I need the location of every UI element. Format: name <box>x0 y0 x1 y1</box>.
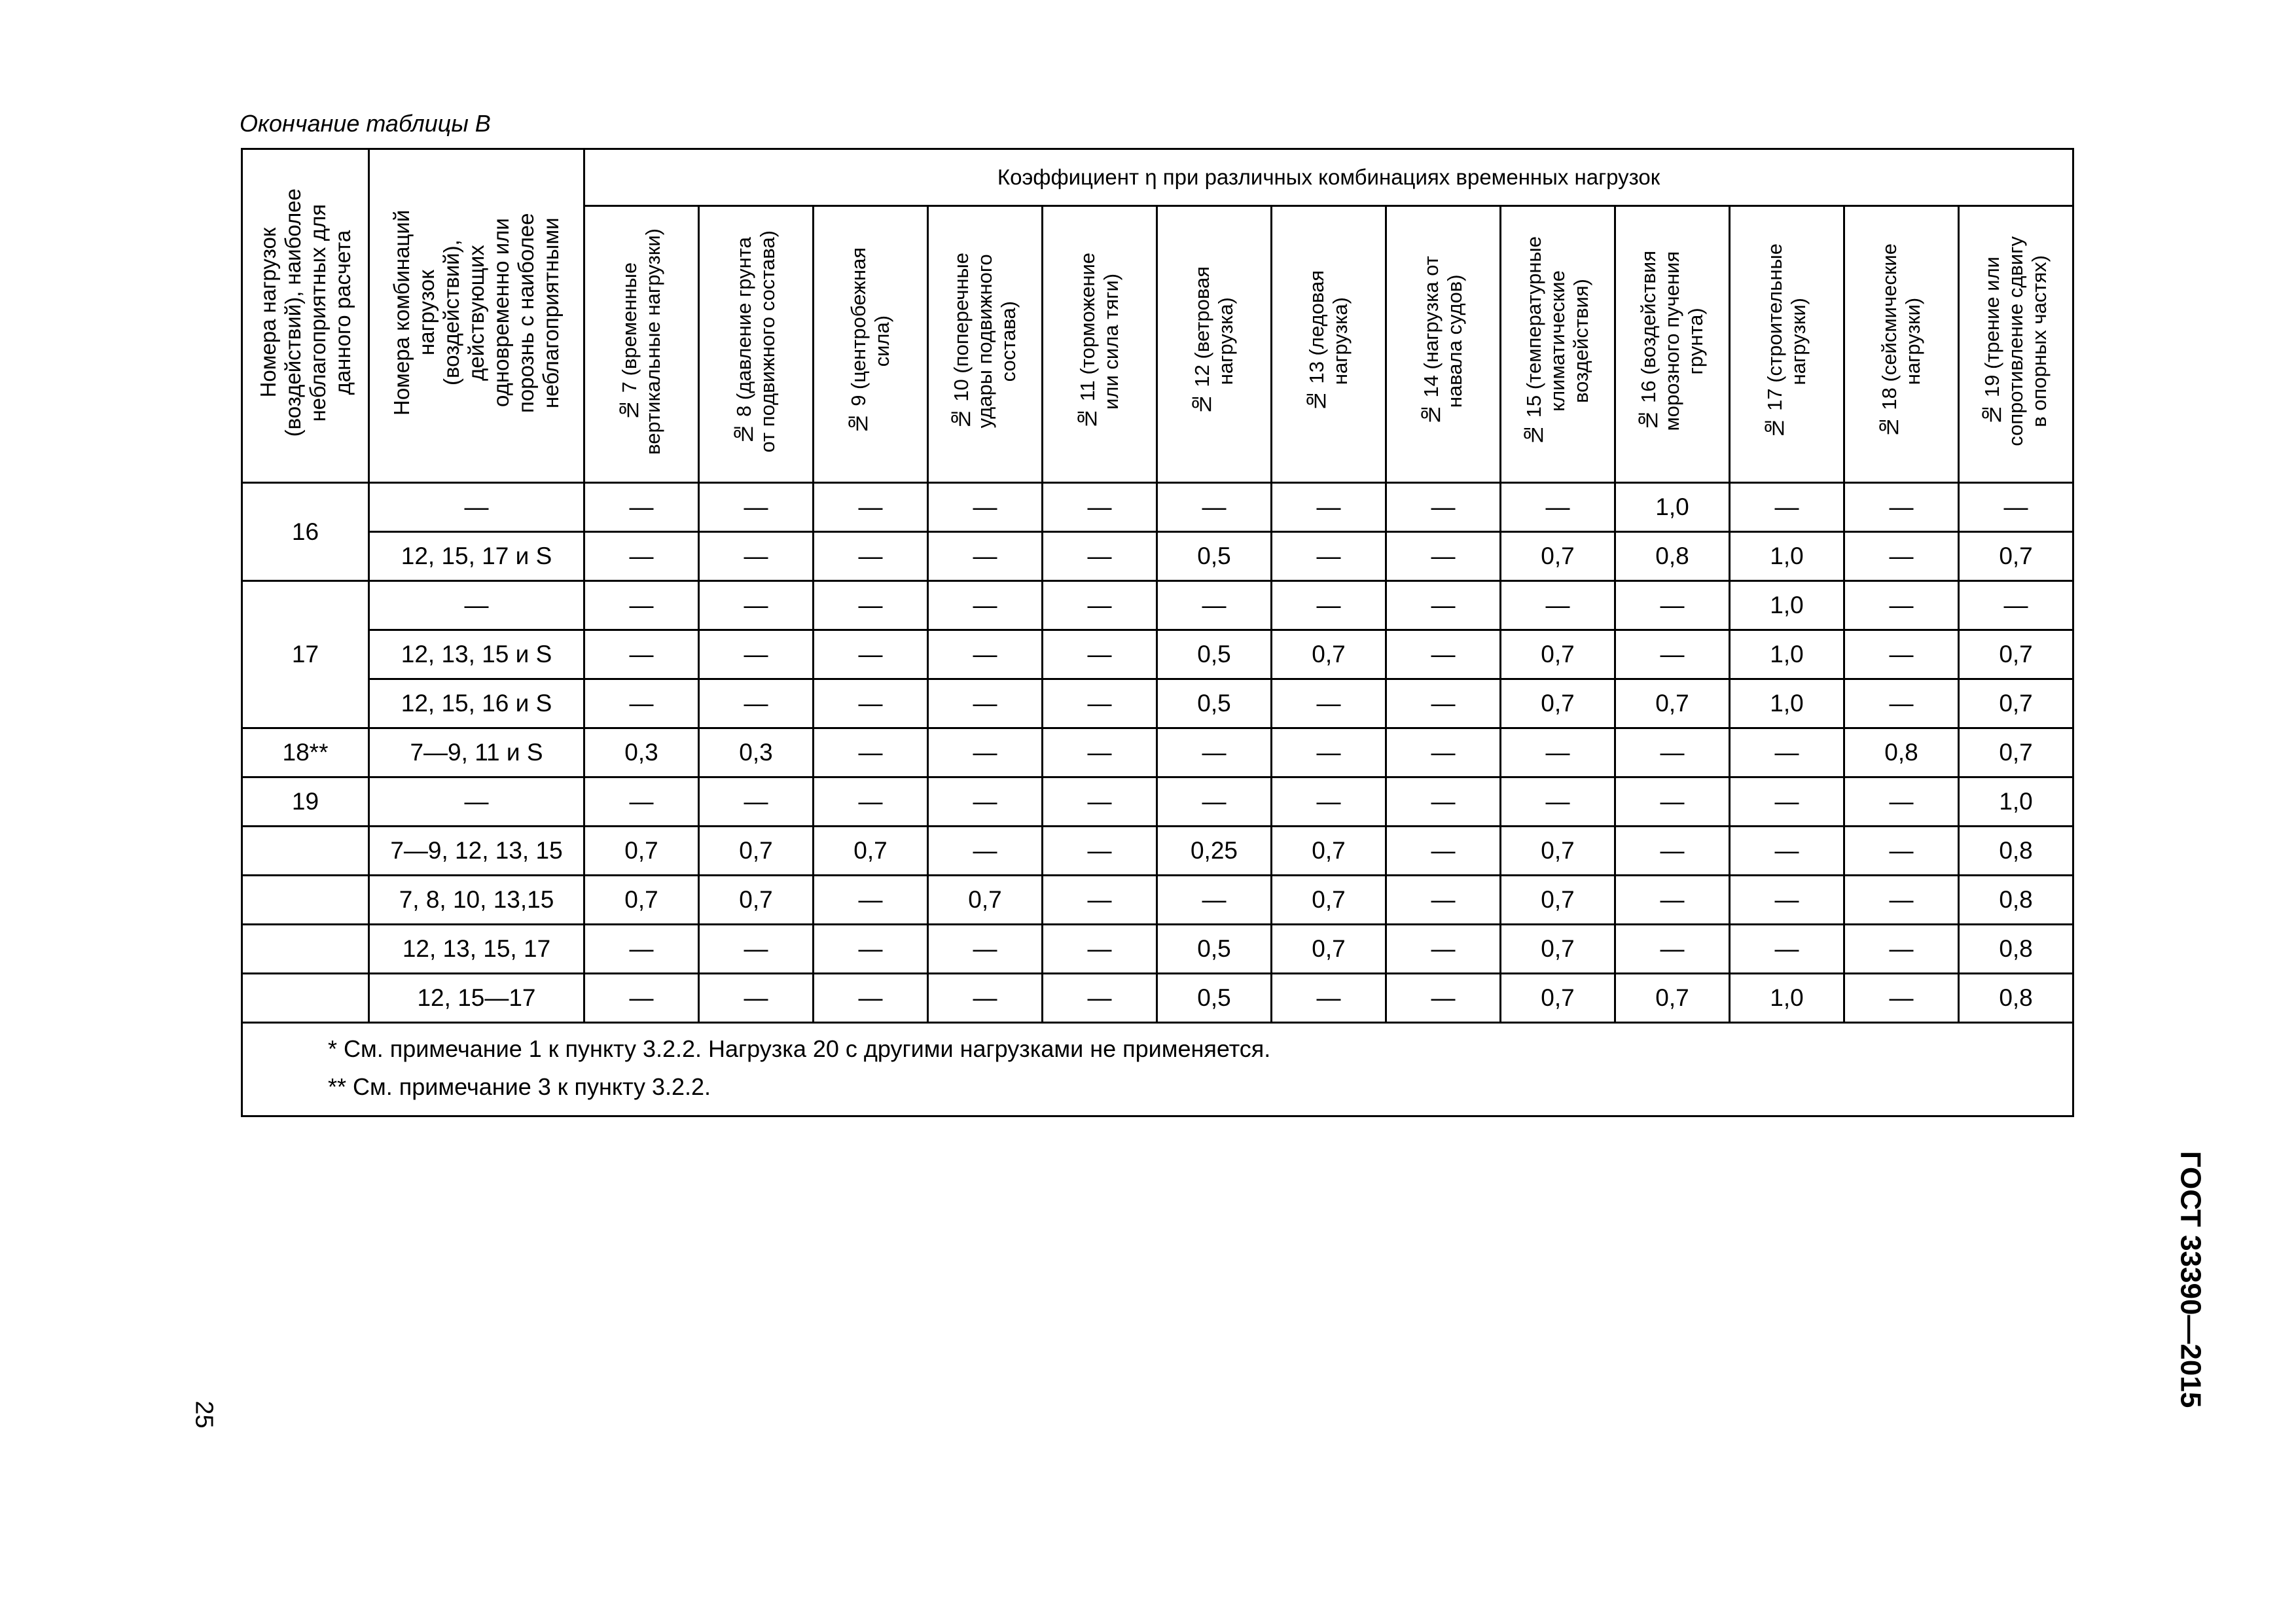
coefficient-cell: — <box>1386 974 1501 1023</box>
footnote: ** См. примечание 3 к пункту 3.2.2. <box>328 1073 711 1100</box>
coefficient-cell: 0,5 <box>1157 925 1272 974</box>
coefficient-cell: — <box>1386 532 1501 581</box>
coefficient-cell: — <box>928 581 1043 630</box>
coefficient-cell: — <box>928 974 1043 1023</box>
coefficient-cell: — <box>928 827 1043 876</box>
header-coeff-col-text: № 17 (строительные нагрузки) <box>1763 243 1810 440</box>
combination-cell: — <box>369 581 584 630</box>
coefficient-cell: — <box>1730 483 1844 532</box>
coefficient-cell: — <box>928 679 1043 728</box>
coefficient-cell: — <box>1386 630 1501 679</box>
coefficient-cell: — <box>1615 630 1730 679</box>
coefficient-cell: — <box>1043 974 1157 1023</box>
header-coeff-col-text: № 11 (торможение или сила тяги) <box>1076 253 1122 430</box>
coefficient-cell: — <box>928 532 1043 581</box>
coefficient-cell: — <box>1386 483 1501 532</box>
coefficient-cell: — <box>1272 532 1386 581</box>
coefficient-cell: — <box>1386 777 1501 827</box>
coefficient-cell: — <box>1501 483 1615 532</box>
header-coeff-col-text: № 13 (ледовая нагрузка) <box>1305 270 1352 413</box>
header-coeff-col <box>814 206 928 483</box>
load-number-cell: 18** <box>242 728 369 777</box>
coefficient-cell: — <box>1043 925 1157 974</box>
header-coeff-col <box>1157 206 1272 483</box>
coefficient-cell: 0,3 <box>584 728 699 777</box>
coefficient-cell: — <box>1615 728 1730 777</box>
coefficient-cell: — <box>1043 630 1157 679</box>
coefficient-cell: — <box>1844 483 1959 532</box>
coefficient-cell: — <box>1157 728 1272 777</box>
coefficient-cell: — <box>1730 728 1844 777</box>
coefficient-cell: — <box>1272 777 1386 827</box>
coefficient-cell: — <box>1615 777 1730 827</box>
coefficient-cell: 0,7 <box>1959 532 2073 581</box>
coefficient-cell: 0,8 <box>1959 925 2073 974</box>
coefficient-cell: — <box>1386 728 1501 777</box>
header-coeff-col <box>1730 206 1844 483</box>
load-number-cell: 19 <box>242 777 369 827</box>
coefficient-cell: — <box>928 630 1043 679</box>
coefficient-cell: 0,8 <box>1959 876 2073 925</box>
coefficient-cell: — <box>1615 876 1730 925</box>
coefficient-cell: — <box>1157 777 1272 827</box>
table-row <box>242 581 2073 630</box>
coefficient-cell: 1,0 <box>1615 483 1730 532</box>
coefficient-cell: 1,0 <box>1730 630 1844 679</box>
coefficient-cell: — <box>928 728 1043 777</box>
coefficient-cell: — <box>814 974 928 1023</box>
coefficient-cell: — <box>928 925 1043 974</box>
coefficient-cell: 0,5 <box>1157 974 1272 1023</box>
header-coeff-col <box>1272 206 1386 483</box>
table-caption: Окончание таблицы В <box>240 110 491 137</box>
coefficient-cell: 0,7 <box>928 876 1043 925</box>
coefficient-cell: — <box>1157 876 1272 925</box>
coefficient-table <box>241 148 2074 1117</box>
combination-cell: 7—9, 11 и S <box>369 728 584 777</box>
header-coeff-col <box>1844 206 1959 483</box>
coefficient-cell: — <box>699 581 814 630</box>
coefficient-cell: 0,7 <box>1272 925 1386 974</box>
coefficient-cell: 0,5 <box>1157 532 1272 581</box>
coefficient-cell: 0,8 <box>1959 974 2073 1023</box>
coefficient-cell: 0,8 <box>1844 728 1959 777</box>
coefficient-cell: — <box>699 974 814 1023</box>
coefficient-cell: — <box>1501 777 1615 827</box>
coefficient-cell: — <box>814 876 928 925</box>
coefficient-cell: 0,7 <box>1272 630 1386 679</box>
coefficient-cell: — <box>1043 532 1157 581</box>
coefficient-cell: — <box>1501 581 1615 630</box>
coefficient-cell: — <box>1959 483 2073 532</box>
coefficient-cell: — <box>1386 581 1501 630</box>
coefficient-cell: — <box>1157 483 1272 532</box>
coefficient-cell: 0,7 <box>1501 630 1615 679</box>
coefficient-cell: — <box>1043 728 1157 777</box>
header-coeff-col-text: № 15 (температурные климатические воздействия) <box>1522 236 1592 446</box>
table-row <box>242 532 2073 581</box>
coefficient-cell: — <box>584 483 699 532</box>
header-coeff-col-text: № 9 (центробежная сила) <box>847 247 893 435</box>
coefficient-cell: — <box>814 630 928 679</box>
coefficient-cell: 1,0 <box>1959 777 2073 827</box>
coefficient-cell: — <box>1386 876 1501 925</box>
coefficient-cell: 0,7 <box>1959 728 2073 777</box>
header-coeff-col-text: № 18 (сейсмические нагрузки) <box>1878 243 1924 439</box>
coefficient-cell: 0,7 <box>1615 679 1730 728</box>
coefficient-cell: — <box>1615 925 1730 974</box>
coefficient-cell: — <box>1272 581 1386 630</box>
load-number-cell <box>242 925 369 974</box>
table-row <box>242 483 2073 532</box>
combination-cell: 12, 13, 15, 17 <box>369 925 584 974</box>
header-load-numbers <box>242 149 369 483</box>
coefficient-cell: 0,7 <box>1615 974 1730 1023</box>
coefficient-cell: — <box>1386 827 1501 876</box>
coefficient-cell: — <box>1386 925 1501 974</box>
header-coeff-col <box>1501 206 1615 483</box>
coefficient-cell: — <box>1844 777 1959 827</box>
coefficient-cell: 0,7 <box>1501 876 1615 925</box>
header-coeff-col-text: № 14 (нагрузка от навала судов) <box>1420 256 1466 427</box>
combination-cell: 12, 15, 17 и S <box>369 532 584 581</box>
coefficient-cell: — <box>584 925 699 974</box>
coefficient-cell: — <box>1844 532 1959 581</box>
header-coeff-col <box>1615 206 1730 483</box>
table-notes <box>242 1023 2073 1116</box>
header-coeff-col-text: № 7 (временные вертикальные нагрузки) <box>618 228 664 455</box>
coefficient-cell: 0,8 <box>1615 532 1730 581</box>
coefficient-cell: 0,7 <box>1501 925 1615 974</box>
load-number-cell: 16 <box>242 483 369 581</box>
coefficient-cell: — <box>1043 679 1157 728</box>
coefficient-cell: — <box>1844 679 1959 728</box>
header-coeff-col-text: № 16 (воздействия морозного пучения грунта) <box>1637 251 1707 432</box>
coefficient-cell: — <box>584 679 699 728</box>
table-row <box>242 679 2073 728</box>
load-number-cell <box>242 974 369 1023</box>
coefficient-cell: 1,0 <box>1730 581 1844 630</box>
combination-cell: — <box>369 777 584 827</box>
coefficient-cell: — <box>1386 679 1501 728</box>
coefficient-cell: — <box>814 925 928 974</box>
header-coeff-col <box>1959 206 2073 483</box>
coefficient-cell: 0,25 <box>1157 827 1272 876</box>
coefficient-cell: — <box>1730 777 1844 827</box>
coefficient-cell: — <box>699 532 814 581</box>
coefficient-cell: — <box>584 974 699 1023</box>
notes-row <box>242 1023 2073 1116</box>
coefficient-cell: — <box>1730 876 1844 925</box>
header-combination-numbers <box>369 149 584 483</box>
footnote: * См. примечание 1 к пункту 3.2.2. Нагрузка 20 с другими нагрузками не применяется. <box>328 1035 1271 1062</box>
coefficient-cell: 0,7 <box>1272 827 1386 876</box>
coefficient-cell: 0,7 <box>1959 679 2073 728</box>
coefficient-cell: 0,7 <box>1501 532 1615 581</box>
coefficient-cell: 1,0 <box>1730 532 1844 581</box>
combination-cell: 7—9, 12, 13, 15 <box>369 827 584 876</box>
coefficient-cell: — <box>814 532 928 581</box>
coefficient-cell: — <box>1043 876 1157 925</box>
coefficient-cell: — <box>814 679 928 728</box>
coefficient-cell: 0,7 <box>1272 876 1386 925</box>
coefficient-cell: — <box>1844 630 1959 679</box>
coefficient-cell: 0,7 <box>814 827 928 876</box>
header-coeff-col-text: № 12 (ветровая нагрузка) <box>1191 266 1237 416</box>
coefficient-cell: — <box>1043 581 1157 630</box>
coefficient-cell: — <box>1844 974 1959 1023</box>
coefficient-cell: — <box>1730 925 1844 974</box>
coefficient-cell: 0,7 <box>584 876 699 925</box>
coefficient-cell: 0,7 <box>1501 827 1615 876</box>
coefficient-cell: 0,7 <box>699 876 814 925</box>
coefficient-cell: — <box>1272 974 1386 1023</box>
coefficient-cell: — <box>1844 876 1959 925</box>
coefficient-cell: — <box>814 483 928 532</box>
table-row <box>242 925 2073 974</box>
table-row <box>242 728 2073 777</box>
coefficient-cell: 0,7 <box>699 827 814 876</box>
load-number-cell: 17 <box>242 581 369 728</box>
header-coeff-col <box>584 206 699 483</box>
combination-cell: 12, 13, 15 и S <box>369 630 584 679</box>
coefficient-cell: — <box>1272 679 1386 728</box>
coefficient-cell: — <box>1730 827 1844 876</box>
header-coeff-col <box>699 206 814 483</box>
table-row <box>242 777 2073 827</box>
coefficient-cell: 0,7 <box>1959 630 2073 679</box>
header-coeff-col-text: № 19 (трение или сопротивление сдвигу в опорных частях) <box>1981 236 2051 446</box>
coefficient-cell: — <box>1272 728 1386 777</box>
table-row <box>242 630 2073 679</box>
header-coeff-col-text: № 10 (поперечные удары подвижного состава) <box>950 252 1020 431</box>
coefficient-cell: — <box>1043 827 1157 876</box>
coefficient-cell: 0,5 <box>1157 630 1272 679</box>
load-number-cell <box>242 876 369 925</box>
coefficient-cell: — <box>1043 483 1157 532</box>
combination-cell: 12, 15, 16 и S <box>369 679 584 728</box>
coefficient-cell: — <box>584 581 699 630</box>
coefficient-cell: 0,8 <box>1959 827 2073 876</box>
coefficient-cell: — <box>1157 581 1272 630</box>
document-code: ГОСТ 33390—2015 <box>2174 1150 2207 1408</box>
header-coefficient-group: Коэффициент η при различных комбинациях временных нагрузок <box>584 149 2073 206</box>
coefficient-cell: — <box>1501 728 1615 777</box>
coefficient-cell: — <box>814 777 928 827</box>
coefficient-cell: 0,7 <box>584 827 699 876</box>
header-coeff-col <box>1043 206 1157 483</box>
header-coeff-col <box>928 206 1043 483</box>
coefficient-cell: — <box>1959 581 2073 630</box>
header-coeff-col <box>1386 206 1501 483</box>
coefficient-cell: 0,7 <box>1501 974 1615 1023</box>
header-combination-numbers-text: Номера комбинаций нагрузок (воздействий), действующих одновременно или порознь с наиболее неблагоприятными <box>389 209 563 416</box>
coefficient-cell: — <box>1615 827 1730 876</box>
table-row <box>242 876 2073 925</box>
header-coeff-col-text: № 8 (давление грунта от подвижного состава) <box>732 230 779 453</box>
coefficient-cell: — <box>1844 827 1959 876</box>
coefficient-cell: — <box>1043 777 1157 827</box>
header-load-numbers-text: Номера нагрузок (воздействий), наиболее неблагоприятных для данного расчета <box>255 188 355 437</box>
coefficient-cell: — <box>699 679 814 728</box>
coefficient-cell: 1,0 <box>1730 974 1844 1023</box>
load-number-cell <box>242 827 369 876</box>
coefficient-cell: — <box>1844 925 1959 974</box>
coefficient-cell: 0,3 <box>699 728 814 777</box>
coefficient-cell: — <box>1615 581 1730 630</box>
coefficient-cell: — <box>584 630 699 679</box>
coefficient-cell: — <box>1844 581 1959 630</box>
coefficient-cell: — <box>699 777 814 827</box>
coefficient-cell: 0,5 <box>1157 679 1272 728</box>
combination-cell: 7, 8, 10, 13,15 <box>369 876 584 925</box>
coefficient-cell: 0,7 <box>1501 679 1615 728</box>
table-row <box>242 974 2073 1023</box>
coefficient-cell: — <box>699 483 814 532</box>
combination-cell: 12, 15—17 <box>369 974 584 1023</box>
page-number: 25 <box>190 1400 218 1429</box>
coefficient-cell: — <box>1272 483 1386 532</box>
coefficient-cell: — <box>584 777 699 827</box>
coefficient-cell: — <box>928 483 1043 532</box>
coefficient-cell: — <box>699 925 814 974</box>
coefficient-cell: — <box>928 777 1043 827</box>
coefficient-cell: — <box>699 630 814 679</box>
coefficient-cell: 1,0 <box>1730 679 1844 728</box>
combination-cell: — <box>369 483 584 532</box>
coefficient-cell: — <box>584 532 699 581</box>
coefficient-cell: — <box>814 581 928 630</box>
coefficient-cell: — <box>814 728 928 777</box>
table-row <box>242 827 2073 876</box>
